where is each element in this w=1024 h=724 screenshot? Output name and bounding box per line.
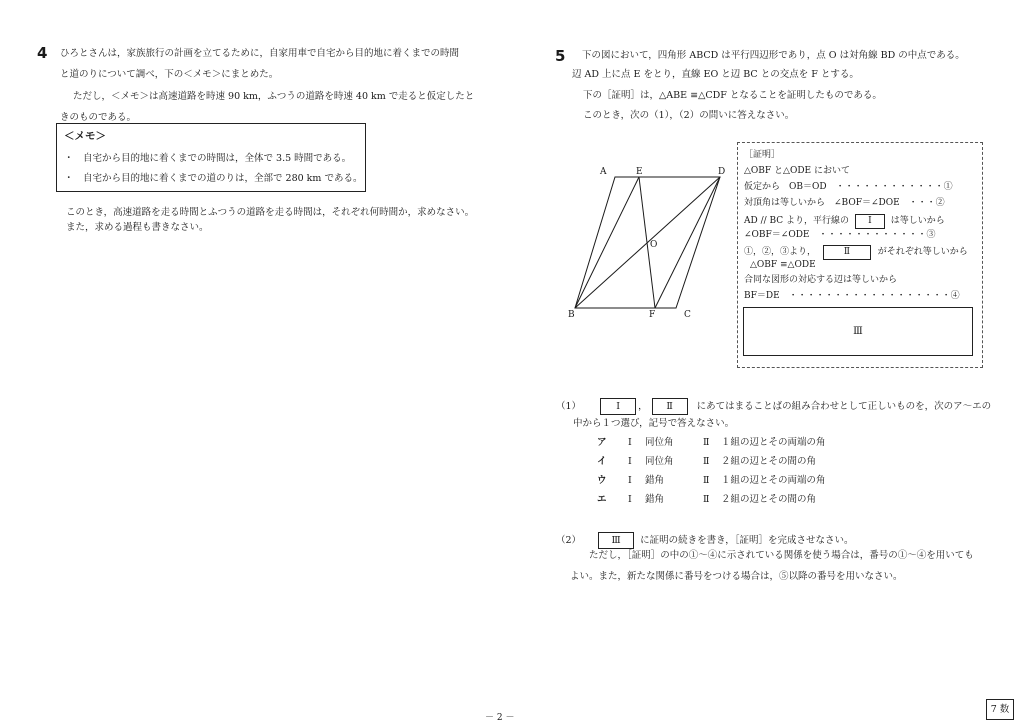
proof-line-5: ∠OBF＝∠ODE ・・・・・・・・・・・・③ xyxy=(744,230,936,240)
proof-line-9: BF＝DE ・・・・・・・・・・・・・・・・・・④ xyxy=(744,291,960,301)
blank-I-in-proof: Ⅰ xyxy=(855,214,885,229)
label-e: E xyxy=(636,167,643,177)
proof-line-1: △OBF と△ODE において xyxy=(744,166,850,176)
segment-fd xyxy=(655,177,720,308)
memo-item-distance: ・ 自宅から目的地に着くまでの道のりは，全部で 280 km である。 xyxy=(64,173,363,184)
q4-paragraph-4: きのものである。 xyxy=(60,112,137,123)
sub-question-1-line-2: 中から１つ選び，記号で答えなさい。 xyxy=(573,418,735,429)
q4-paragraph-2: と道のりについて調べ，下の＜メモ＞にまとめた。 xyxy=(60,69,279,80)
label-a: A xyxy=(600,167,607,177)
q5-paragraph-3: 下の［証明］は，△ABE ≡△CDF となることを証明したものである。 xyxy=(583,90,882,101)
memo-title: ＜メモ＞ xyxy=(64,130,106,142)
proof-line-8: 合同な図形の対応する辺は等しいから xyxy=(744,275,898,285)
sub-question-2: （2） Ⅲ に証明の続きを書き，［証明］を完成させなさい。 xyxy=(556,532,853,549)
q4-question: このとき，高速道路を走る時間とふつうの道路を走る時間は，それぞれ何時間か，求めなさい。 xyxy=(66,207,475,218)
question-4-number: 4 xyxy=(37,44,48,62)
proof-line-3: 対頂角は等しいから ∠BOF＝∠DOE ・・・② xyxy=(744,198,945,208)
label-o: O xyxy=(650,240,658,250)
proof-line-7: △OBF ≡△ODE xyxy=(750,260,816,270)
sub-question-2-line-2: ただし，［証明］の中の①～④に示されている関係を使う場合は，番号の①～④を用いても xyxy=(589,550,974,561)
sub-question-1: （1） Ⅰ ， Ⅱ にあてはまることばの組み合わせとして正しいものを，次のア～エの xyxy=(556,398,991,415)
proof-line-6: ①，②，③より， Ⅱ がそれぞれ等しいから xyxy=(744,245,968,260)
page-number: － 2 － xyxy=(485,713,515,723)
question-5-number: 5 xyxy=(555,47,566,65)
blank-II: Ⅱ xyxy=(652,398,688,415)
label-d: D xyxy=(718,167,726,177)
sub-question-2-line-3: よい。また，新たな関係に番号をつける場合は，⑤以降の番号を用いなさい。 xyxy=(570,571,903,582)
q5-paragraph-4: このとき，次の（1），（2）の問いに答えなさい。 xyxy=(583,110,795,121)
memo-item-time: ・ 自宅から目的地に着くまでの時間は，全体で 3.5 時間である。 xyxy=(64,153,352,164)
q4-paragraph-1: ひろとさんは，家族旅行の計画を立てるために，自家用車で自宅から目的地に着くまでの時間 xyxy=(60,48,460,59)
segment-be xyxy=(575,177,639,308)
blank-III: Ⅲ xyxy=(598,532,634,549)
q4-instruction: また，求める過程も書きなさい。 xyxy=(66,222,209,233)
blank-II-in-proof: Ⅱ xyxy=(823,245,871,260)
label-c: C xyxy=(684,310,691,320)
parallelogram-figure xyxy=(560,160,740,320)
subject-tag: 7 数 xyxy=(986,699,1014,720)
proof-title: ［証明］ xyxy=(744,150,781,160)
q5-paragraph-2: 辺 AD 上に点 E をとり，直線 EO と辺 BC との交点を F とする。 xyxy=(572,69,859,80)
q4-paragraph-3: ただし，＜メモ＞は高速道路を時速 90 km，ふつうの道路を時速 40 km で走ると仮定したと xyxy=(73,91,475,102)
q5-paragraph-1: 下の図において，四角形 ABCD は平行四辺形であり，点 O は対角線 BD の中点である。 xyxy=(582,50,965,61)
blank-I: Ⅰ xyxy=(600,398,636,415)
label-f: F xyxy=(649,310,656,320)
proof-line-2: 仮定から OB＝OD ・・・・・・・・・・・・① xyxy=(744,182,953,192)
proof-line-4: AD // BC より，平行線の Ⅰ は等しいから xyxy=(744,214,945,229)
answer-box-III[interactable]: Ⅲ xyxy=(743,307,973,356)
label-b: B xyxy=(568,310,575,320)
